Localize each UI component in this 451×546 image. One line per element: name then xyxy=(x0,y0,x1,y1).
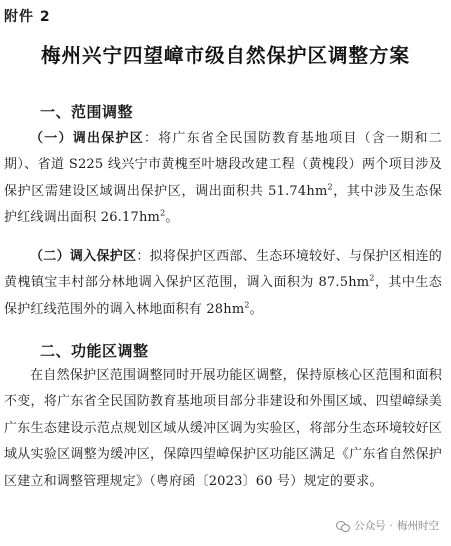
paragraph-transfer-out xyxy=(4,126,442,232)
paragraph-text: ：拟将保护区西部、生态环境较好、与保护区相连的黄槐镇宝丰村部分林地调入保护区范围，调入面积为 87.5hm xyxy=(4,249,442,291)
watermark-account: 梅州时空 xyxy=(397,520,439,532)
unit-superscript: 2 xyxy=(327,182,333,192)
document-title: 梅州兴宁四望嶂市级自然保护区调整方案 xyxy=(40,44,410,67)
section-heading-function-zone: 二、功能区调整 xyxy=(40,342,149,360)
watermark-separator: · xyxy=(389,519,393,532)
unit-superscript: 2 xyxy=(160,208,166,218)
watermark xyxy=(332,516,443,535)
wechat-icon xyxy=(336,520,350,532)
watermark-source: 公众号 xyxy=(354,520,386,532)
paragraph-text: 。 xyxy=(249,301,263,317)
unit-superscript: 2 xyxy=(244,300,250,310)
section-heading-scope: 一、范围调整 xyxy=(40,103,134,121)
paragraph-text: ，其中生态保护红线范围外的调入林地面积有 28hm xyxy=(4,275,442,317)
paragraph-text: ：将广东省全民国防教育基地项目（含一期和二期）、省道 S225 线兴宁市黄槐至叶塘段改建工程（黄槐段）两个项目涉及保护区需建设区域调出保护区，调出面积共 51.74hm xyxy=(4,131,443,199)
paragraph-transfer-in xyxy=(4,244,442,323)
attachment-label: 附件 2 xyxy=(4,9,51,25)
paragraph-function-zone: 在自然保护区范围调整同时开展功能区调整，保持原核心区范围和面积不变，将广东省全民国防教育基地项目部分非建设和外围区域、四望嶂绿美广东生态建设示范点规划区域从缓冲区调为实验区，将部分生态环境较好区域从实验区调整为缓冲区，保障四望嶂保护区功能区满足《广东省自然保护区建立和调整管理规定》（粤府函〔2023〕60 号）规定的要求。 xyxy=(4,368,442,489)
paragraph-lead: （一）调出保护区 xyxy=(30,131,144,146)
paragraph-text: ，其中涉及生态保护红线调出面积 26.17hm xyxy=(4,183,442,226)
paragraph-lead: （二）调入保护区 xyxy=(30,249,137,264)
paragraph-text: 。 xyxy=(165,210,179,226)
unit-superscript: 2 xyxy=(369,274,375,284)
